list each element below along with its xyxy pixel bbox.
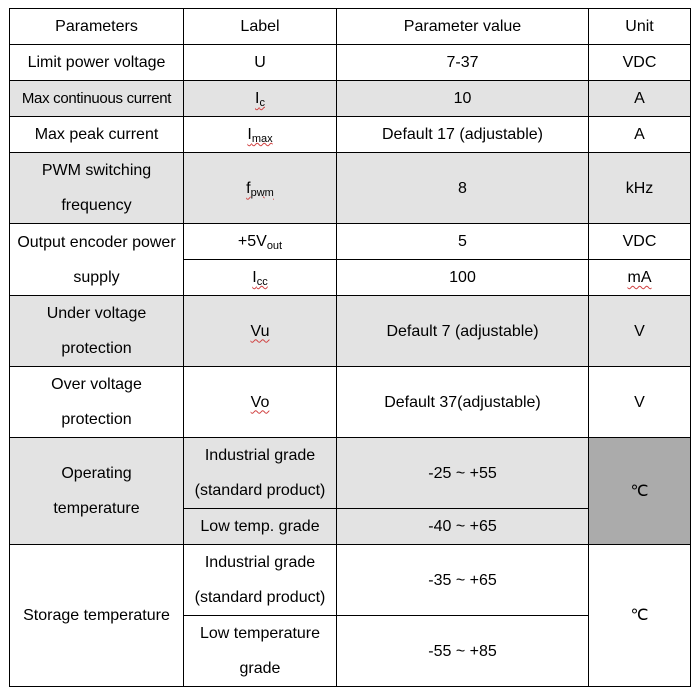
param-cell	[10, 438, 184, 545]
label-cell: Low temp. grade	[184, 509, 337, 545]
value-cell: Default 7 (adjustable)	[337, 296, 589, 367]
param-line-1: Operating	[61, 465, 132, 482]
param-line-2: frequency	[61, 197, 132, 214]
row-encoder-voltage	[10, 224, 691, 260]
row-storage-industrial	[10, 545, 691, 616]
label-cell	[184, 224, 337, 260]
param-line-1: Over voltage	[51, 376, 142, 393]
value-cell: 10	[337, 81, 589, 117]
label-sub: cc	[256, 276, 268, 288]
param-line-1: Output encoder power	[17, 233, 176, 251]
header-value: Parameter value	[337, 9, 589, 45]
value-cell: -25 ~ +55	[337, 438, 589, 509]
unit-cell: VDC	[589, 45, 691, 81]
label-line-1: Industrial grade	[204, 554, 316, 571]
param-cell: Storage temperature	[10, 545, 184, 687]
value-cell: -40 ~ +65	[337, 509, 589, 545]
value-cell: 8	[337, 153, 589, 224]
row-continuous-current	[10, 81, 691, 117]
label-text: Vu	[250, 322, 270, 340]
label-main: +5V	[237, 233, 267, 250]
value-cell: -35 ~ +65	[337, 545, 589, 616]
label-sub: out	[266, 240, 283, 252]
label-cell	[184, 616, 337, 687]
row-under-voltage	[10, 296, 691, 367]
value-cell: 5	[337, 224, 589, 260]
param-line-2: protection	[61, 411, 132, 428]
value-cell: 7-37	[337, 45, 589, 81]
param-line-1: Under voltage	[46, 305, 147, 322]
param-cell: Limit power voltage	[10, 45, 184, 81]
label-line-1: Industrial grade	[204, 447, 316, 464]
label-cell	[184, 438, 337, 509]
label-main: f	[246, 179, 251, 197]
spec-table-wrapper	[9, 8, 691, 687]
row-operating-industrial	[10, 438, 691, 509]
label-line-2: (standard product)	[194, 589, 326, 606]
unit-cell: kHz	[589, 153, 691, 224]
param-cell	[10, 153, 184, 224]
unit-cell: V	[589, 367, 691, 438]
value-cell: Default 17 (adjustable)	[337, 117, 589, 153]
label-line-2: (standard product)	[194, 482, 326, 499]
label-text: Vo	[250, 393, 270, 411]
param-cell: Max peak current	[10, 117, 184, 153]
param-cell	[10, 224, 184, 296]
unit-cell: A	[589, 81, 691, 117]
unit-cell: ℃	[589, 545, 691, 687]
label-sub: c	[259, 97, 265, 109]
label-sub: pwm	[250, 186, 274, 199]
label-sub: max	[251, 133, 273, 145]
spec-table	[9, 8, 691, 687]
label-main: I	[255, 90, 260, 107]
value-cell: 100	[337, 260, 589, 296]
header-parameters: Parameters	[10, 9, 184, 45]
row-over-voltage	[10, 367, 691, 438]
unit-cell: V	[589, 296, 691, 367]
value-cell: Default 37(adjustable)	[337, 367, 589, 438]
label-cell	[184, 117, 337, 153]
label-cell	[184, 260, 337, 296]
unit-text: mA	[627, 269, 652, 286]
label-main: I	[247, 126, 252, 143]
param-line-2: protection	[61, 340, 132, 357]
label-cell	[184, 81, 337, 117]
unit-cell: VDC	[589, 224, 691, 260]
label-line-1: Low temperature	[199, 625, 321, 642]
unit-cell: ℃	[589, 438, 691, 545]
header-unit: Unit	[589, 9, 691, 45]
row-pwm-frequency	[10, 153, 691, 224]
param-cell: Max continuous current	[10, 81, 184, 117]
unit-cell: A	[589, 117, 691, 153]
header-label: Label	[184, 9, 337, 45]
row-limit-voltage	[10, 45, 691, 81]
param-line-2: temperature	[53, 500, 140, 517]
param-cell	[10, 296, 184, 367]
label-cell	[184, 153, 337, 224]
unit-cell	[589, 260, 691, 296]
param-line-1: PWM switching	[41, 162, 152, 179]
label-cell: U	[184, 45, 337, 81]
header-row	[10, 9, 691, 45]
label-cell	[184, 296, 337, 367]
value-cell: -55 ~ +85	[337, 616, 589, 687]
label-cell	[184, 545, 337, 616]
label-cell	[184, 367, 337, 438]
param-line-2: supply	[73, 268, 120, 286]
label-main: I	[252, 269, 257, 286]
label-line-2: grade	[239, 660, 281, 677]
row-peak-current	[10, 117, 691, 153]
param-cell	[10, 367, 184, 438]
